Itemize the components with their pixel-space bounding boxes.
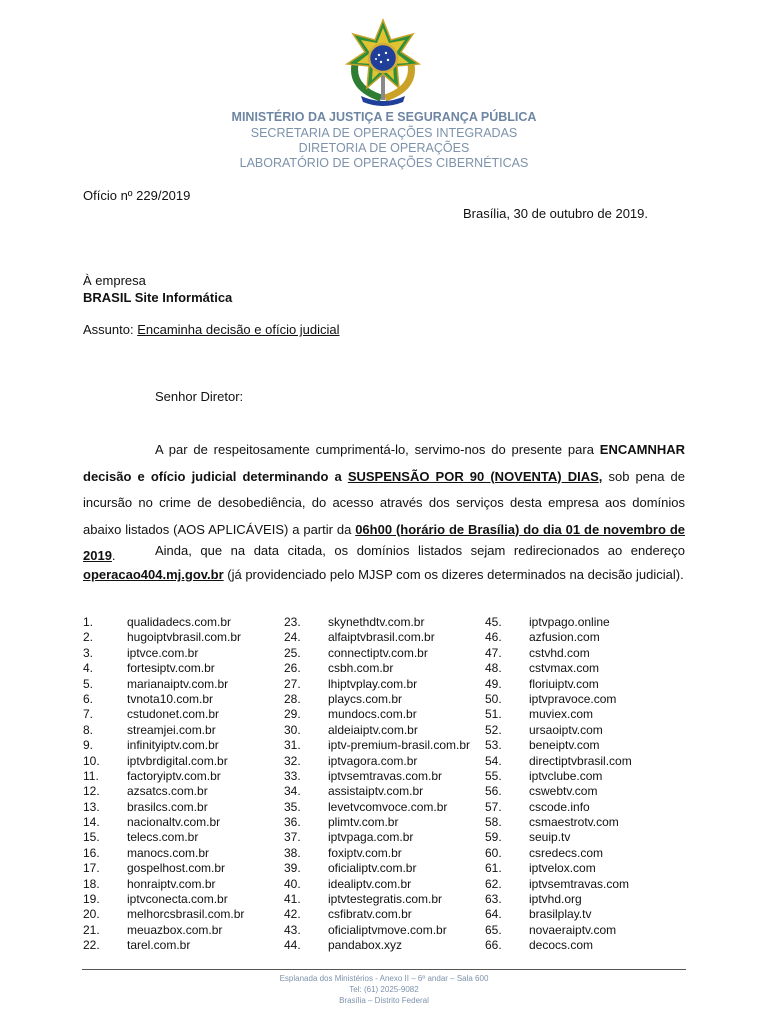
list-item xyxy=(83,615,244,630)
list-item xyxy=(83,877,244,892)
list-number: 65. xyxy=(485,922,502,937)
list-number: 35. xyxy=(284,799,301,814)
list-item xyxy=(284,661,470,676)
list-number: 43. xyxy=(284,922,301,937)
list-number: 33. xyxy=(284,768,301,783)
domain-name: iptvce.com.br xyxy=(127,645,199,660)
subject-line xyxy=(83,320,340,340)
coat-of-arms-seal xyxy=(341,18,425,106)
laboratory-title: LABORATÓRIO DE OPERAÇÕES CIBERNÉTICAS xyxy=(239,156,529,170)
list-item xyxy=(485,646,632,661)
list-item xyxy=(83,630,244,645)
list-number: 17. xyxy=(83,861,100,876)
list-number: 37. xyxy=(284,830,301,845)
list-item xyxy=(83,892,244,907)
list-item xyxy=(83,754,244,769)
list-item xyxy=(485,907,632,922)
list-item xyxy=(485,723,632,738)
domain-name: azfusion.com xyxy=(529,630,600,645)
list-item xyxy=(284,830,470,845)
list-number: 46. xyxy=(485,630,502,645)
list-item xyxy=(284,923,470,938)
list-number: 10. xyxy=(83,753,100,768)
list-number: 13. xyxy=(83,799,100,814)
list-number: 54. xyxy=(485,753,502,768)
list-number: 12. xyxy=(83,784,100,799)
secretariat-title: SECRETARIA DE OPERAÇÕES INTEGRADAS xyxy=(250,126,518,140)
domain-name: csbh.com.br xyxy=(328,661,394,676)
list-item xyxy=(83,861,244,876)
domain-name: iptvclube.com xyxy=(529,768,603,783)
domain-name: marianaiptv.com.br xyxy=(127,676,229,691)
list-item xyxy=(83,769,244,784)
list-item xyxy=(284,692,470,707)
domain-name: foxiptv.com.br xyxy=(328,845,402,860)
salutation: Senhor Diretor: xyxy=(155,389,244,404)
list-item xyxy=(83,800,244,815)
domain-name: iptvhd.org xyxy=(529,892,582,907)
domain-name: connectiptv.com.br xyxy=(328,645,428,660)
domain-name: csfibratv.com.br xyxy=(328,907,412,922)
list-item xyxy=(284,800,470,815)
domain-name: iptvtestegratis.com.br xyxy=(328,892,443,907)
domain-name: plimtv.com.br xyxy=(328,815,399,830)
list-item xyxy=(485,769,632,784)
list-item xyxy=(284,877,470,892)
subject-text: Encaminha decisão e ofício judicial xyxy=(137,322,340,337)
list-item xyxy=(83,692,244,707)
domain-name: lhiptvplay.com.br xyxy=(328,676,418,691)
list-number: 60. xyxy=(485,845,502,860)
company-name: BRASIL Site Informática xyxy=(83,290,233,305)
list-number: 38. xyxy=(284,845,301,860)
list-number: 2. xyxy=(83,630,94,645)
list-number: 63. xyxy=(485,892,502,907)
domain-name: cswebtv.com xyxy=(529,784,598,799)
ministry-title: MINISTÉRIO DA JUSTIÇA E SEGURANÇA PÚBLICA xyxy=(231,110,537,124)
domain-name: seuip.tv xyxy=(529,830,571,845)
list-number: 29. xyxy=(284,707,301,722)
list-item xyxy=(485,754,632,769)
domain-name: mundocs.com.br xyxy=(328,707,417,722)
list-item xyxy=(284,677,470,692)
domain-name: nacionaltv.com.br xyxy=(127,815,221,830)
domain-name: cstudonet.com.br xyxy=(127,707,220,722)
domain-name: fortesiptv.com.br xyxy=(127,661,215,676)
list-item xyxy=(83,738,244,753)
list-item xyxy=(485,630,632,645)
list-number: 24. xyxy=(284,630,301,645)
domain-name: gospelhost.com.br xyxy=(127,861,226,876)
domain-name: assistaiptv.com.br xyxy=(328,784,424,799)
domain-name: csredecs.com xyxy=(529,845,604,860)
list-number: 32. xyxy=(284,753,301,768)
list-number: 31. xyxy=(284,738,301,753)
domain-name: iptvsemtravas.com xyxy=(529,876,630,891)
domain-name: tarel.com.br xyxy=(127,938,191,953)
list-item xyxy=(485,677,632,692)
list-item xyxy=(284,646,470,661)
directorate-title: DIRETORIA DE OPERAÇÕES xyxy=(298,141,470,155)
list-item xyxy=(83,938,244,953)
domain-name: infinityiptv.com.br xyxy=(127,738,219,753)
list-number: 36. xyxy=(284,815,301,830)
domain-name: azsatcs.com.br xyxy=(127,784,208,799)
domain-name: factoryiptv.com.br xyxy=(127,768,221,783)
domain-name: streamjei.com.br xyxy=(127,722,216,737)
list-number: 1. xyxy=(83,615,94,629)
list-item xyxy=(284,907,470,922)
list-number: 62. xyxy=(485,876,502,891)
domain-list-col2 xyxy=(284,615,470,954)
list-number: 6. xyxy=(83,691,94,706)
list-item xyxy=(485,615,632,630)
to-line: À empresa xyxy=(83,273,146,288)
list-item xyxy=(83,723,244,738)
list-item xyxy=(485,707,632,722)
list-number: 8. xyxy=(83,722,94,737)
list-number: 64. xyxy=(485,907,502,922)
domain-name: decocs.com xyxy=(529,938,594,953)
list-number: 34. xyxy=(284,784,301,799)
list-number: 52. xyxy=(485,722,502,737)
list-number: 28. xyxy=(284,691,301,706)
list-number: 58. xyxy=(485,815,502,830)
domain-name: melhorcsbrasil.com.br xyxy=(127,907,245,922)
list-item xyxy=(485,938,632,953)
list-number: 51. xyxy=(485,707,502,722)
domain-name: iptvsemtravas.com.br xyxy=(328,768,443,783)
list-item xyxy=(485,692,632,707)
list-item xyxy=(284,815,470,830)
list-number: 39. xyxy=(284,861,301,876)
list-number: 47. xyxy=(485,645,502,660)
list-item xyxy=(485,923,632,938)
list-number: 53. xyxy=(485,738,502,753)
list-item xyxy=(485,830,632,845)
list-item xyxy=(485,784,632,799)
list-item xyxy=(485,800,632,815)
list-item xyxy=(284,723,470,738)
list-item xyxy=(284,892,470,907)
list-number: 40. xyxy=(284,876,301,891)
list-item xyxy=(83,846,244,861)
domain-name: aldeiaiptv.com.br xyxy=(328,722,418,737)
domain-name: telecs.com.br xyxy=(127,830,199,845)
list-number: 23. xyxy=(284,615,301,629)
list-item xyxy=(83,661,244,676)
domain-name: brasilplay.tv xyxy=(529,907,592,922)
list-item xyxy=(284,861,470,876)
domain-name: iptvpravoce.com xyxy=(529,691,617,706)
list-number: 26. xyxy=(284,661,301,676)
domain-name: cstvhd.com xyxy=(529,645,590,660)
domain-name: iptvconecta.com.br xyxy=(127,892,228,907)
list-number: 50. xyxy=(485,691,502,706)
domain-name: cscode.info xyxy=(529,799,590,814)
domain-name: iptvbrdigital.com.br xyxy=(127,753,228,768)
list-number: 48. xyxy=(485,661,502,676)
list-number: 66. xyxy=(485,938,502,953)
list-number: 30. xyxy=(284,722,301,737)
list-item xyxy=(83,677,244,692)
list-item xyxy=(83,830,244,845)
list-number: 7. xyxy=(83,707,94,722)
list-number: 18. xyxy=(83,876,100,891)
list-item xyxy=(485,738,632,753)
domain-name: manocs.com.br xyxy=(127,845,210,860)
list-item xyxy=(83,784,244,799)
list-item xyxy=(485,877,632,892)
paragraph-1: A par de respeitosamente cumprimentá-lo, servimo-nos do presente para ENCAMNHAR decisão e ofício judicial determinando a SUSPENSÃO POR 90 (NOVENTA) DIAS, sob pena de incursão no crime de desobediência, do acesso através dos serviços desta empresa aos domínios abaixo listados (AOS APLICÁVEIS) a partir da 06h00 (horário de Brasília) do dia 01 de novembro de 2019. xyxy=(83,442,685,563)
list-number: 61. xyxy=(485,861,502,876)
domain-name: iptvelox.com xyxy=(529,861,596,876)
paragraph-2: Ainda, que na data citada, os domínios listados sejam redirecionados ao endereço operacao404.mj.gov.br (já providenciado pelo MJSP com os dizeres determinados na decisão judicial). xyxy=(83,543,685,582)
domain-name: cstvmax.com xyxy=(529,661,600,676)
domain-name: levetvcomvoce.com.br xyxy=(328,799,448,814)
domain-name: oficialiptvmove.com.br xyxy=(328,922,447,937)
domain-name: muviex.com xyxy=(529,707,594,722)
domain-name: beneiptv.com xyxy=(529,738,600,753)
domain-name: iptvpaga.com.br xyxy=(328,830,414,845)
domain-name: ursaoiptv.com xyxy=(529,722,603,737)
domain-name: csmaestrotv.com xyxy=(529,815,619,830)
list-item xyxy=(485,661,632,676)
subject-label: Assunto: xyxy=(83,322,138,337)
domain-name: playcs.com.br xyxy=(328,691,403,706)
list-item xyxy=(485,815,632,830)
list-number: 20. xyxy=(83,907,100,922)
domain-name: brasilcs.com.br xyxy=(127,799,208,814)
list-number: 16. xyxy=(83,845,100,860)
list-item xyxy=(83,923,244,938)
list-item xyxy=(83,907,244,922)
list-item xyxy=(485,846,632,861)
domain-name: hugoiptvbrasil.com.br xyxy=(127,630,242,645)
list-item xyxy=(284,707,470,722)
list-item xyxy=(284,630,470,645)
domain-name: directiptvbrasil.com xyxy=(529,753,632,768)
list-number: 59. xyxy=(485,830,502,845)
list-item xyxy=(284,938,470,953)
list-number: 45. xyxy=(485,615,502,629)
list-number: 41. xyxy=(284,892,301,907)
list-item xyxy=(485,892,632,907)
list-item xyxy=(284,615,470,630)
domain-name: oficialiptv.com.br xyxy=(328,861,417,876)
list-number: 44. xyxy=(284,938,301,953)
domain-name: alfaiptvbrasil.com.br xyxy=(328,630,435,645)
footer-divider xyxy=(82,969,686,970)
domain-list-col1 xyxy=(83,615,244,954)
list-number: 25. xyxy=(284,645,301,660)
domain-name: tvnota10.com.br xyxy=(127,691,214,706)
list-number: 42. xyxy=(284,907,301,922)
list-number: 27. xyxy=(284,676,301,691)
list-item xyxy=(284,738,470,753)
list-number: 5. xyxy=(83,676,94,691)
domain-name: floriuiptv.com xyxy=(529,676,599,691)
footer-address: Esplanada dos Ministérios - Anexo II – 6º andar – Sala 600 xyxy=(279,974,489,983)
list-item xyxy=(284,846,470,861)
footer-city: Brasília – Distrito Federal xyxy=(339,996,429,1005)
list-item xyxy=(284,769,470,784)
list-number: 3. xyxy=(83,645,94,660)
list-number: 4. xyxy=(83,661,94,676)
domain-name: iptvpago.online xyxy=(529,615,610,629)
list-number: 19. xyxy=(83,892,100,907)
domain-name: iptvagora.com.br xyxy=(328,753,418,768)
list-number: 22. xyxy=(83,938,100,953)
list-item xyxy=(284,784,470,799)
domain-name: novaeraiptv.com xyxy=(529,922,617,937)
list-number: 57. xyxy=(485,799,502,814)
domain-name: honraiptv.com.br xyxy=(127,876,216,891)
list-item xyxy=(284,754,470,769)
list-number: 49. xyxy=(485,676,502,691)
list-number: 56. xyxy=(485,784,502,799)
footer-phone: Tel: (61) 2025-9082 xyxy=(349,985,419,994)
list-number: 9. xyxy=(83,738,94,753)
list-number: 14. xyxy=(83,815,100,830)
list-number: 21. xyxy=(83,922,100,937)
domain-name: pandabox.xyz xyxy=(328,938,403,953)
domain-name: skynethdtv.com.br xyxy=(328,615,425,629)
office-number: Ofício nº 229/2019 xyxy=(83,188,191,203)
list-item xyxy=(83,707,244,722)
domain-list-col3 xyxy=(485,615,632,954)
list-item xyxy=(485,861,632,876)
domain-name: iptv-premium-brasil.com.br xyxy=(328,738,471,753)
redirect-domain: operacao404.mj.gov.br xyxy=(83,567,224,582)
list-number: 11. xyxy=(83,768,99,783)
list-number: 55. xyxy=(485,768,502,783)
list-item xyxy=(83,815,244,830)
list-item xyxy=(83,646,244,661)
domain-name: meuazbox.com.br xyxy=(127,922,223,937)
list-number: 15. xyxy=(83,830,100,845)
domain-name: idealiptv.com.br xyxy=(328,876,412,891)
domain-name: qualidadecs.com.br xyxy=(127,615,232,629)
place-date: Brasília, 30 de outubro de 2019. xyxy=(462,206,648,221)
